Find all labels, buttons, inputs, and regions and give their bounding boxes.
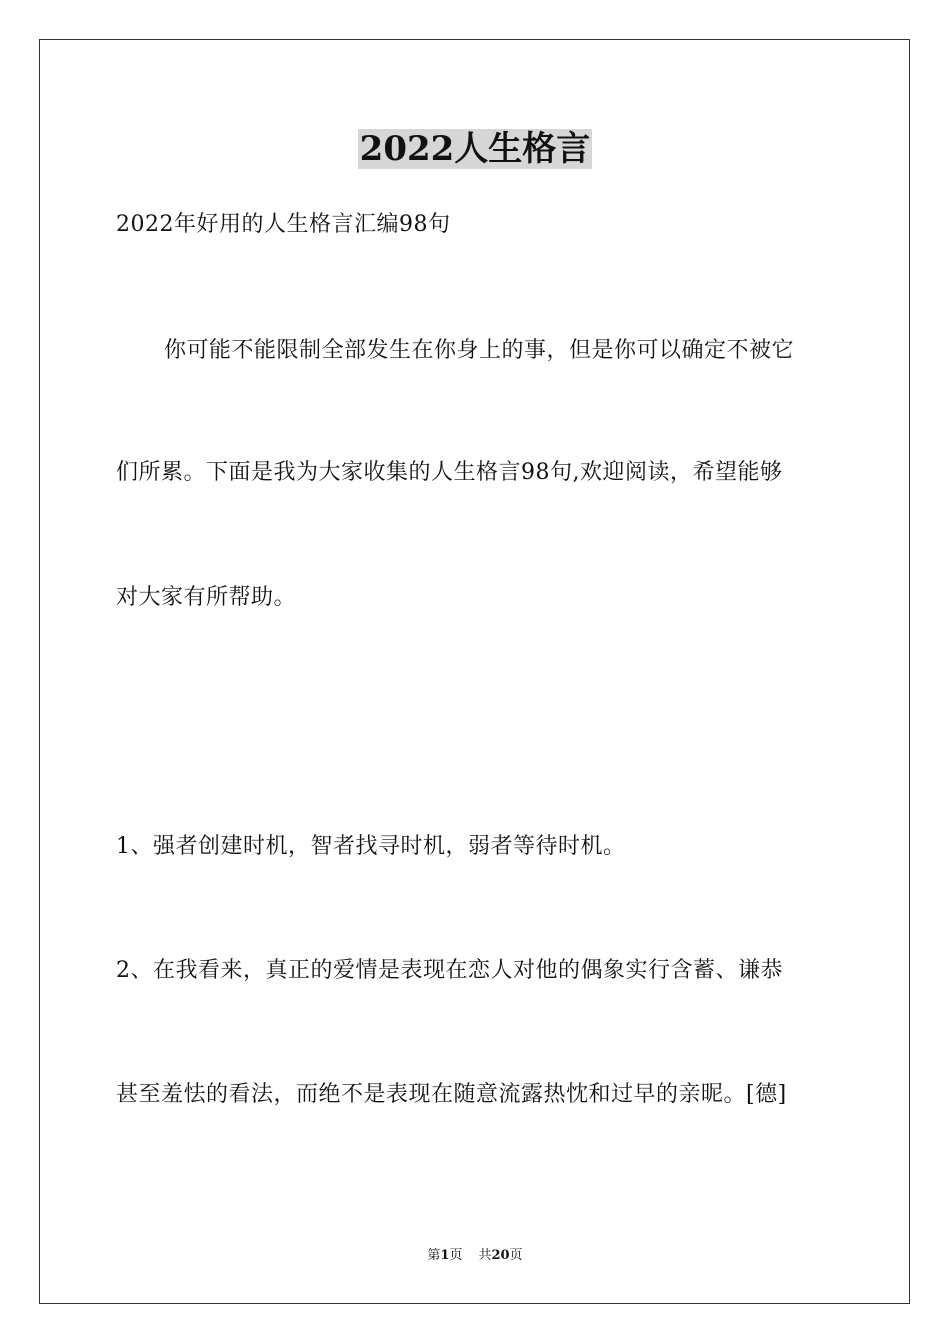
page-footer: [0, 1247, 950, 1265]
footer-total-prefix: 共: [478, 1248, 492, 1263]
footer-page-suffix: 页: [449, 1248, 463, 1263]
intro-paragraph-line-2: 们所累。下面是我为大家收集的人生格言98句,欢迎阅读，希望能够: [116, 460, 783, 485]
document-subtitle: 2022年好用的人生格言汇编98句: [116, 212, 451, 237]
footer-total-suffix: 页: [509, 1248, 523, 1263]
document-title: [0, 126, 950, 172]
intro-paragraph-line-1: 你可能不能限制全部发生在你身上的事，但是你可以确定不被它: [164, 338, 795, 363]
document-title-text: 2022人生格言: [359, 129, 591, 169]
footer-page-prefix: 第: [427, 1248, 441, 1263]
quote-item-1: 1、强者创建时机，智者找寻时机，弱者等待时机。: [116, 834, 626, 859]
intro-paragraph-line-3: 对大家有所帮助。: [116, 585, 297, 610]
footer-page-number: 1: [440, 1248, 450, 1263]
footer-total-pages: 20: [491, 1248, 510, 1263]
quote-item-2-line-2: 甚至羞怯的看法，而绝不是表现在随意流露热忱和过早的亲昵。[德]: [116, 1082, 787, 1107]
quote-item-2-line-1: 2、在我看来，真正的爱情是表现在恋人对他的偶象实行含蓄、谦恭: [116, 958, 783, 983]
